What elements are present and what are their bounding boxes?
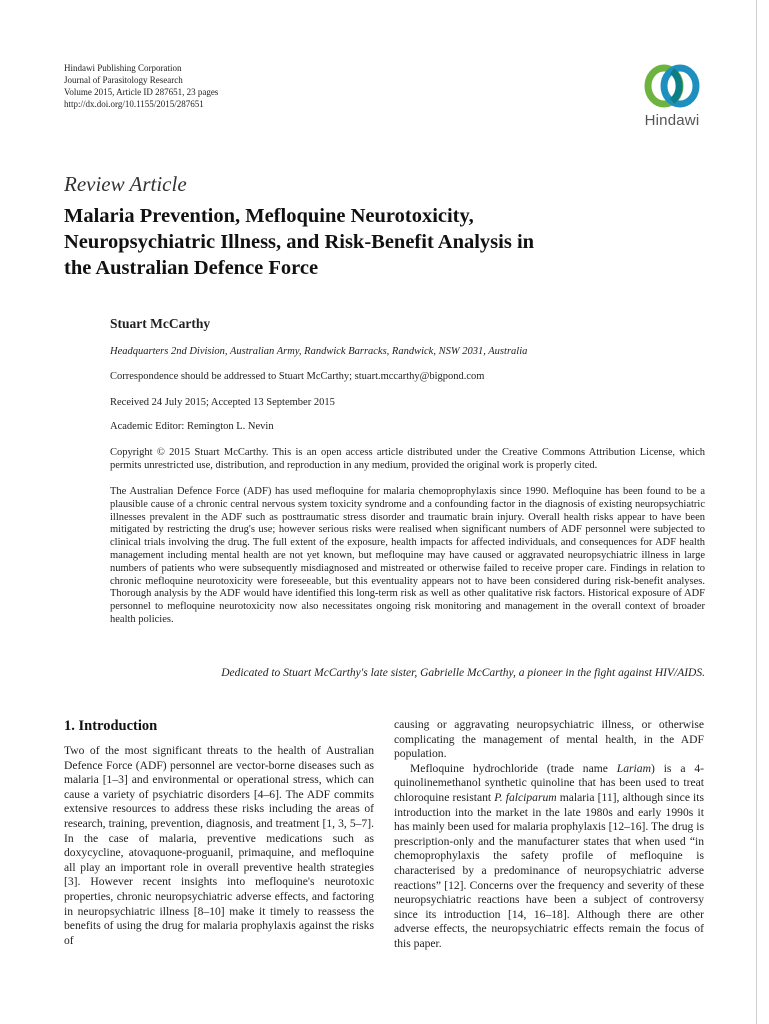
journal-header <box>64 62 218 110</box>
section-title: 1. Introduction <box>64 718 158 734</box>
title-line: Malaria Prevention, Mefloquine Neurotoxicity, <box>64 205 474 227</box>
title-line: the Australian Defence Force <box>64 257 319 279</box>
hindawi-wordmark: Hindawi <box>644 112 700 129</box>
title-line: Neuropsychiatric Illness, and Risk-Benefit Analysis in <box>64 231 535 253</box>
author-name: Stuart McCarthy <box>110 316 211 331</box>
paragraph: Two of the most significant threats to the health of Australian Defence Force (ADF) personnel are vector-borne diseases such as malaria [1–3] and environmental or operational stress, which can cause a variety of psychiatric disorders [4–6]. The ADF commits extensive resources to address these risks including the areas of research, training, prevention, diagnosis, and treatment [1, 3, 5–7]. In the case of malaria, preventive medications such as doxycycline, atovaquone-proguanil, primaquine, and mefloquine all play an important role in overall preventive health strategies [3]. However recent insights into mefloquine's neurotoxic properties, chronic neuropsychiatric adverse effects, and factoring in neuropsychiatric illness [8–10] make it timely to reassess the benefits of using the drug for malaria prophylaxis against the risks of <box>64 744 374 947</box>
text-run: Mefloquine hydrochloride (trade name <box>410 761 617 775</box>
species-name: P. falciparum <box>494 790 557 804</box>
article-type: Review Article <box>64 172 187 196</box>
left-column <box>64 718 374 948</box>
hindawi-logo <box>636 62 708 132</box>
right-column <box>394 718 704 952</box>
paragraph <box>394 762 704 952</box>
volume-info: Volume 2015, Article ID 287651, 23 pages <box>64 87 219 97</box>
dedication: Dedicated to Stuart McCarthy's late sister, Gabrielle McCarthy, a pioneer in the fight against HIV/AIDS. <box>221 667 705 679</box>
academic-editor: Academic Editor: Remington L. Nevin <box>110 421 274 432</box>
correspondence: Correspondence should be addressed to Stuart McCarthy; stuart.mccarthy@bigpond.com <box>110 371 485 382</box>
text-run: malaria [11], although since its introduction into the market in the late 1980s and early 1990s it has mainly been used for malaria prophylaxis [12–16]. The drug is prescription-only and the manufacturer states that when used “in chemoprophylaxis the safety profile of mefloquine is characterised by a predominance of neuropsychiatric adverse reactions” [12]. Concerns over the frequency and severity of these neuropsychiatric reactions have been a subject of controversy since its introduction [14, 16–18]. Although there are other adverse effects, the neuropsychiatric effects remain the focus of this paper. <box>394 790 705 950</box>
journal-name: Journal of Parasitology Research <box>64 75 183 85</box>
dates: Received 24 July 2015; Accepted 13 September 2015 <box>110 397 335 408</box>
article-title <box>64 203 664 281</box>
page-edge <box>756 0 757 1024</box>
hindawi-rings-icon <box>640 62 704 112</box>
abstract: The Australian Defence Force (ADF) has used mefloquine for malaria chemoprophylaxis since 1990. Mefloquine has been found to be a plausible cause of a chronic central nervous system toxicity syndrome and a confounding factor in the diagnosis of existing neuropsychiatric illnesses prevalent in the ADF such as posttraumatic stress disorder and traumatic brain injury. Overall health risks appear to have been mitigated by restricting the drug's use; however serious risks were realised when significant numbers of ADF personnel were subjected to clinical trials involving the drug. The full extent of the exposure, health impacts for affected individuals, and consequences for ADF health management including mental health are not yet known, but mefloquine may have caused or aggravated neuropsychiatric illness in large numbers of patients who were subsequently misdiagnosed and mistreated or otherwise failed to receive proper care. Findings in relation to chronic mefloquine neurotoxicity were foreseeable, but this eventuality appears not to have been considered during risk-benefit analyses. Thorough analysis by the ADF would have identified this long-term risk as well as other qualitative risk factors. Historical exposure of ADF personnel to mefloquine neurotoxicity now also necessitates ongoing risk monitoring and management in the overall context of broader health policies. <box>110 486 705 625</box>
publisher: Hindawi Publishing Corporation <box>64 63 182 73</box>
trade-name: Lariam <box>616 761 651 775</box>
copyright-notice: Copyright © 2015 Stuart McCarthy. This is an open access article distributed under the Creative Commons Attribution License, which permits unrestricted use, distribution, and reproduction in any medium, provided the original work is properly cited. <box>110 447 705 471</box>
doi-link[interactable]: http://dx.doi.org/10.1155/2015/287651 <box>64 99 204 109</box>
paragraph: causing or aggravating neuropsychiatric illness, or otherwise complicating the management of mental health, in the ADF population. <box>394 718 704 761</box>
text-run: ) is a 4-quinolinemethanol synthetic quinoline that has been used to treat chloroquine resistant <box>394 761 704 804</box>
affiliation: Headquarters 2nd Division, Australian Army, Randwick Barracks, Randwick, NSW 2031, Australia <box>110 346 528 357</box>
